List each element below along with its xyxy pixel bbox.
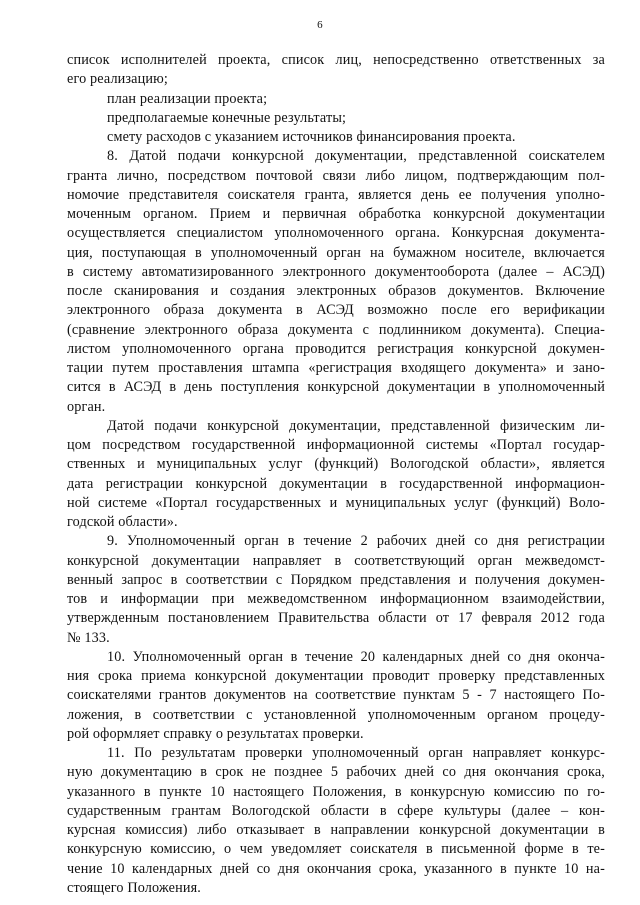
text-line: в систему автоматизированного электронного документооборота (далее – АСЭД) (67, 263, 605, 280)
text-line: конкурсную комиссию, о чем уведомляет соискателя в письменной форме в те- (67, 841, 605, 858)
text-line: осуществляется специалистом уполномоченного органа. Конкурсная документа- (67, 225, 605, 242)
text-line: гранта лично, посредством почтовой связи либо лицом, подтверждающим пол- (67, 167, 605, 184)
text-line: его реализацию; (67, 71, 168, 88)
text-line: ложения, в соответствии с установленной уполномоченным органом процеду- (67, 706, 605, 723)
text-line: ную документацию в срок не позднее 5 рабочих дней со дня окончания срока, (67, 764, 605, 781)
text-line: план реализации проекта; (107, 90, 268, 107)
text-line: 9. Уполномоченный орган в течение 2 рабочих дней со дня регистрации (107, 533, 605, 550)
text-line: конкурсной документации направляет в соответствующий орган межведомст- (67, 552, 605, 569)
text-line: курсная комиссия) либо отказывает в направлении конкурсной документации в (67, 822, 605, 838)
text-line: моченным органом. Прием и первичная обработка конкурсной документации (67, 206, 605, 222)
text-line: сударственным грантам Вологодской области в сфере культуры (далее – кон- (67, 802, 605, 819)
text-line: (сравнение электронного образа документа с подлинником документа). Специа- (67, 321, 605, 338)
text-line: 10. Уполномоченный орган в течение 20 календарных дней со дня оконча- (107, 648, 605, 665)
text-line: ной системе «Портал государственных и муниципальных услуг (функций) Воло- (67, 494, 605, 511)
text-line: Датой подачи конкурсной документации, представленной физическим ли- (107, 417, 605, 434)
text-line: ния срока приема конкурсной документации проводит проверку представленных (67, 668, 605, 684)
text-line: после сканирования и создания электронных образов документов. Включение (67, 283, 605, 299)
text-line: список исполнителей проекта, список лиц, непосредственно ответственных за (67, 52, 605, 68)
text-line: орган. (67, 398, 106, 415)
text-line: 11. По результатам проверки уполномоченный орган направляет конкурс- (107, 745, 605, 761)
text-line: тации путем проставления штампа «регистрация входящего документа» и зано- (67, 360, 605, 376)
text-line: смету расходов с указанием источников финансирования проекта. (107, 129, 516, 145)
text-line: соискателями грантов документов на соответствие пунктам 5 - 7 настоящего По- (67, 687, 605, 704)
text-line: утвержденным постановлением Правительства области от 17 февраля 2012 года (67, 610, 605, 627)
text-line: ственных и муниципальных услуг (функций) Вологодской области», является (67, 456, 605, 473)
text-line: цом посредством государственной информационной системы «Портал государ- (67, 437, 605, 453)
text-line: венный запрос в соответствии с Порядком представления и получения докумен- (67, 571, 605, 588)
body-text (67, 51, 605, 898)
text-line: 8. Датой подачи конкурсной документации, представленной соискателем (107, 148, 605, 165)
text-line: ция, поступающая в уполномоченный орган на бумажном носителе, включается (67, 244, 605, 261)
text-line: рой оформляет справку о результатах проверки. (67, 725, 364, 742)
text-line: стоящего Положения. (67, 879, 201, 896)
text-line: листом уполномоченного органа проводится регистрация конкурсной докумен- (67, 340, 605, 357)
text-line: электронного образа документа в АСЭД возможно после его верификации (67, 302, 605, 319)
text-line: тов и информации при межведомственном информационном взаимодействии, (67, 591, 605, 607)
text-line: № 133. (67, 629, 110, 646)
text-line: сится в АСЭД в день поступления конкурсной документации в уполномоченный (67, 379, 605, 396)
page-number: 6 (317, 19, 323, 31)
text-line: предполагаемые конечные результаты; (107, 109, 347, 126)
text-line: дата регистрации конкурсной документации в государственной информацион- (67, 475, 605, 492)
text-line: годской области». (67, 514, 178, 530)
text-line: указанного в пункте 10 настоящего Положения, в конкурсную комиссию по го- (67, 783, 605, 800)
text-line: номочие представителя соискателя гранта, является день ее получения уполно- (67, 186, 605, 203)
text-line: чение 10 календарных дней со дня окончания срока, указанного в пункте 10 на- (67, 860, 605, 877)
